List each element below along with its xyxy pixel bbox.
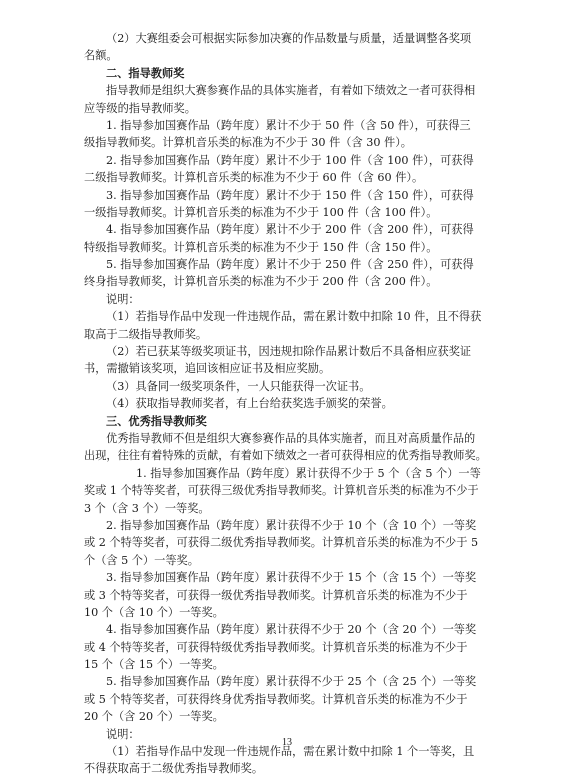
- text-line: （1）若指导作品中发现一件违规作品，需在累计数中扣除 1 个一等奖，且: [106, 745, 475, 759]
- text-line: 取高于二级指导教师奖。: [84, 327, 208, 341]
- text-line: 终身指导教师奖，计算机音乐类的标准为不少于 200 件（含 200 件）。: [84, 275, 438, 289]
- text-line: 1. 指导参加国赛作品（跨年度）累计不少于 50 件（含 50 件），可获得三: [106, 118, 471, 132]
- text-line: 或 4 个特等奖者，可获得特级优秀指导教师奖。计算机音乐类的标准为不少于: [84, 640, 468, 654]
- text-line: 级指导教师奖。计算机音乐类的标准为不少于 30 件（含 30 件）。: [84, 136, 412, 150]
- paragraph: [84, 465, 504, 517]
- text-line: 指导教师是组织大赛参赛作品的具体实施者，有着如下绩效之一者可获得相: [106, 84, 476, 98]
- paragraph: [84, 221, 504, 256]
- text-line: 名额。: [84, 49, 118, 63]
- text-line: 或 3 个特等奖者，可获得一级优秀指导教师奖。计算机音乐类的标准为不少于: [84, 588, 468, 602]
- document-body: [84, 30, 504, 778]
- text-line: （3）具备同一级奖项条件，一人只能获得一次证书。: [106, 379, 371, 393]
- paragraph: [84, 152, 504, 187]
- paragraph: [84, 621, 504, 673]
- section-heading: [84, 65, 504, 82]
- text-line: 5. 指导参加国赛作品（跨年度）累计不少于 250 件（含 250 件），可获得: [106, 258, 474, 272]
- text-line: 三、优秀指导教师奖: [106, 414, 207, 428]
- paragraph: [84, 187, 504, 222]
- text-line: 2. 指导参加国赛作品（跨年度）累计不少于 100 件（含 100 件），可获得: [106, 153, 474, 167]
- text-line: 15 个（含 15 个）一等奖。: [84, 658, 224, 672]
- text-line: 书，需撤销该奖项，追回该相应证书及相应奖励。: [84, 362, 331, 376]
- text-line: 4. 指导参加国赛作品（跨年度）累计获得不少于 20 个（含 20 个）一等奖: [106, 623, 477, 637]
- text-line: 3. 指导参加国赛作品（跨年度）累计不少于 150 件（含 150 件），可获得: [106, 188, 474, 202]
- paragraph: [84, 82, 504, 117]
- text-line: 不得获取高于二级优秀指导教师奖。: [84, 762, 264, 776]
- text-line: （2）大赛组委会可根据实际参加决赛的作品数量与质量，适量调整各奖项: [106, 32, 472, 45]
- section-heading: [84, 413, 504, 430]
- text-line: 或 2 个特等奖者，可获得二级优秀指导教师奖。计算机音乐类的标准为不少于 5: [84, 536, 479, 550]
- text-line: 应等级的指导教师奖。: [84, 101, 196, 115]
- paragraph: [84, 343, 504, 378]
- text-line: （1）若指导作品中发现一件违规作品，需在累计数中扣除 10 件，且不得获: [106, 310, 482, 324]
- paragraph: [84, 517, 504, 569]
- text-line: 或 5 个特等奖者，可获得终身优秀指导教师奖。计算机音乐类的标准为不少于: [84, 692, 468, 706]
- page-number: 13: [282, 737, 292, 748]
- text-line: 3. 指导参加国赛作品（跨年度）累计获得不少于 15 个（含 15 个）一等奖: [106, 571, 477, 585]
- text-line: 1. 指导参加国赛作品（跨年度）累计获得不少于 5 个（含 5 个）一等: [136, 466, 481, 480]
- text-line: 二级指导教师奖。计算机音乐类的标准为不少于 60 件（含 60 件）。: [84, 171, 424, 185]
- text-line: 4. 指导参加国赛作品（跨年度）累计不少于 200 件（含 200 件），可获得: [106, 223, 474, 237]
- text-line: 说明：: [106, 727, 140, 741]
- paragraph: [84, 308, 504, 343]
- text-line: 二、指导教师奖: [106, 66, 185, 80]
- text-line: 奖或 1 个特等奖者，可获得三级优秀指导教师奖。计算机音乐类的标准为不少于: [84, 484, 479, 498]
- text-line: 说明：: [106, 292, 140, 306]
- paragraph: [84, 673, 504, 725]
- text-line: 一级指导教师奖。计算机音乐类的标准为不少于 100 件（含 100 件）。: [84, 205, 438, 219]
- paragraph: [84, 569, 504, 621]
- text-line: 10 个（含 10 个）一等奖。: [84, 605, 224, 619]
- text-line: 个（含 5 个）一等奖。: [84, 553, 199, 567]
- text-line: 特级指导教师奖。计算机音乐类的标准为不少于 150 件（含 150 件）。: [84, 240, 438, 254]
- text-line: 出现，往往有着特殊的贡献，有着如下绩效之一者可获得相应的优秀指导教师奖。: [84, 449, 487, 463]
- text-line: 20 个（含 20 个）一等奖。: [84, 710, 224, 724]
- paragraph: [84, 291, 504, 308]
- text-line: （2）若已获某等级奖项证书，因违规扣除作品累计数后不具备相应获奖证: [106, 345, 472, 359]
- text-line: 3 个（含 3 个）一等奖。: [84, 501, 210, 515]
- paragraph: [84, 117, 504, 152]
- paragraph: [84, 378, 504, 395]
- text-line: 优秀指导教师不但是组织大赛参赛作品的具体实施者，而且对高质量作品的: [106, 431, 476, 445]
- paragraph: [84, 256, 504, 291]
- paragraph: [84, 395, 504, 412]
- paragraph: [84, 743, 504, 778]
- paragraph: [84, 430, 504, 465]
- text-line: 5. 指导参加国赛作品（跨年度）累计获得不少于 25 个（含 25 个）一等奖: [106, 675, 477, 689]
- text-line: （4）获取指导教师奖者，有上台给获奖选手颁奖的荣誉。: [106, 397, 393, 411]
- paragraph: [84, 30, 504, 65]
- text-line: 2. 指导参加国赛作品（跨年度）累计获得不少于 10 个（含 10 个）一等奖: [106, 518, 477, 532]
